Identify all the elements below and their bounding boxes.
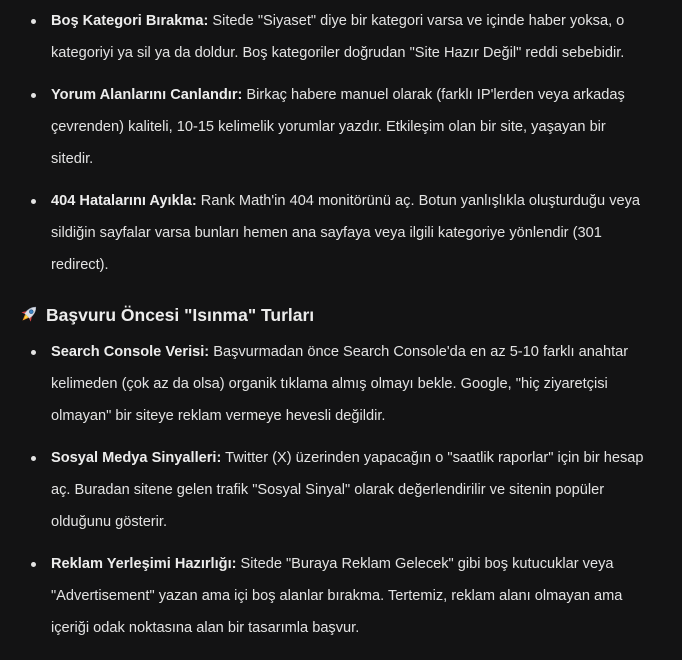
list-item [0, 442, 682, 538]
list-item [0, 5, 682, 69]
item-text: Sitede "Buraya Reklam Gelecek" gibi boş kutucuklar veya "Advertisement" yazan ama içi boş alanlar bırakma. Tertemiz, reklam alanı olmayan ama içeriği odak noktasına alan bir tasarımla başvur. [51, 556, 623, 636]
bullet-dot [31, 456, 36, 461]
item-title: Yorum Alanlarını Canlandır: [51, 87, 243, 103]
list-item [0, 185, 682, 281]
bullet-dot [31, 350, 36, 355]
item-title: Search Console Verisi: [51, 344, 210, 360]
rocket-icon [18, 303, 40, 325]
item-text: Rank Math'in 404 monitörünü aç. Botun yanlışlıkla oluşturduğu veya sildiğin sayfalar varsa bunları hemen ana sayfaya veya ilgili kategoriye yönlendir (301 redirect). [51, 193, 641, 273]
document-content [0, 5, 682, 644]
tips-list-1 [0, 5, 682, 281]
list-item [0, 548, 682, 644]
bullet-dot [31, 19, 36, 24]
item-text: Twitter (X) üzerinden yapacağın o "saatlik raporlar" için bir hesap aç. Buradan sitene gelen trafik "Sosyal Sinyal" olarak değerlendirilir ve sitenin popüler olduğunu gösterir. [51, 450, 644, 530]
item-title: Reklam Yerleşimi Hazırlığı: [51, 556, 237, 572]
item-title: 404 Hatalarını Ayıkla: [51, 193, 197, 209]
list-item [0, 79, 682, 175]
item-title: Sosyal Medya Sinyalleri: [51, 450, 222, 466]
tips-list-2 [0, 336, 682, 644]
item-text: Sitede "Siyaset" diye bir kategori varsa ve içinde haber yoksa, o kategoriyi ya sil ya da doldur. Boş kategoriler doğrudan "Site Hazır Değil" reddi sebebidir. [51, 13, 625, 61]
item-title: Boş Kategori Bırakma: [51, 13, 209, 29]
bullet-dot [31, 562, 36, 567]
item-text: Başvurmadan önce Search Console'da en az 5-10 farklı anahtar kelimeden (çok az da olsa) organik tıklama almış olmayı bekle. Google, "hiç ziyaretçisi olmayan" bir siteye reklam vermeye hevesli değildir. [51, 344, 629, 424]
list-item [0, 336, 682, 432]
bullet-dot [31, 199, 36, 204]
item-text: Birkaç habere manuel olarak (farklı IP'lerden veya arkadaş çevrenden) kaliteli, 10-15 kelimelik yorumlar yazdır. Etkileşim olan bir site, yaşayan bir sitedir. [51, 87, 625, 167]
section-heading-text: Başvuru Öncesi "Isınma" Turları [46, 305, 315, 325]
section-heading [0, 299, 682, 331]
bullet-dot [31, 93, 36, 98]
